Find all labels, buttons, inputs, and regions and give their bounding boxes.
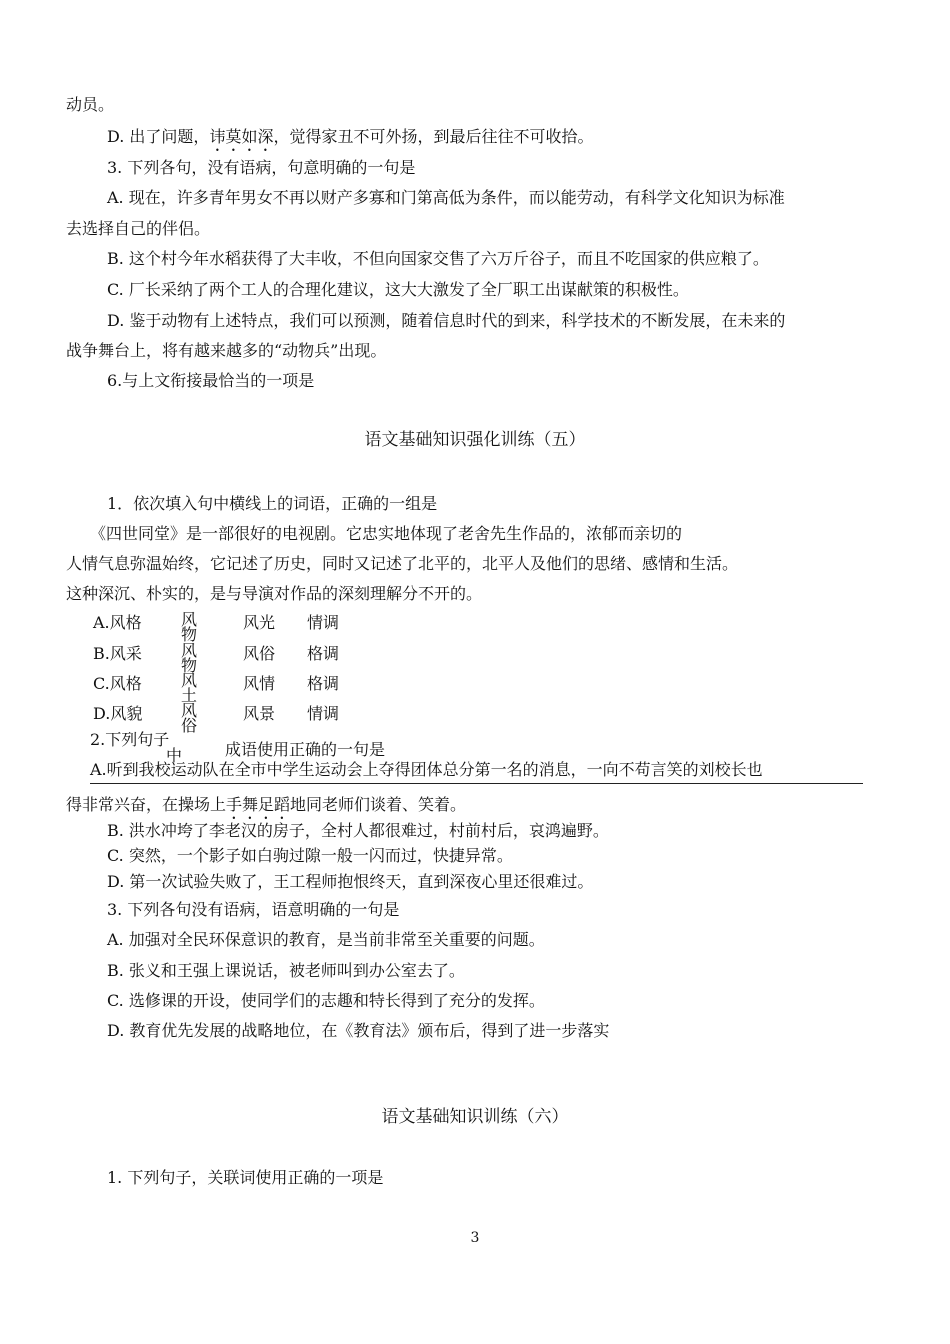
option-word: 格调	[307, 674, 340, 693]
option-word: 风俗	[243, 644, 276, 663]
passage-line: 人情气息弥温始终，它记述了历史，同时又记述了北平的，北平人及他们的思绪、感情和生活。	[66, 554, 739, 573]
emphasized-idiom: 手舞足蹈	[226, 795, 291, 814]
section-title: 语文基础知识训练（六）	[381, 1107, 569, 1127]
question-stem: 3. 下列各句没有语病，语意明确的一句是	[107, 900, 400, 919]
clipped-char: 中	[166, 746, 183, 765]
option-b: B. 张义和王强上课说话，被老师叫到办公室去了。	[107, 961, 465, 980]
option-d-cont: 战争舞台上，将有越来越多的“动物兵”出现。	[66, 341, 387, 360]
option-a-cont: 得非常兴奋，在操场上手舞足蹈地同老师们谈着、笑着。	[66, 795, 467, 814]
option-c: C. 突然，一个影子如白驹过隙一般一闪而过，快捷异常。	[107, 846, 513, 865]
option-c: C. 选修课的开设，使同学们的志趣和特长得到了充分的发挥。	[107, 991, 545, 1010]
text-line: 动员。	[66, 95, 115, 114]
option-word: 情调	[307, 613, 340, 632]
question-stem: 2.下列句子	[90, 730, 170, 749]
option-d: D.风貌	[93, 704, 143, 723]
option-word: 风景	[243, 704, 276, 723]
emphasized-idiom: 讳莫如深	[209, 127, 274, 146]
option-a: A. 现在，许多青年男女不再以财产多寡和门第高低为条件，而以能劳动，有科学文化知识为标准	[107, 188, 785, 207]
page-number: 3	[470, 1230, 480, 1246]
option-a-cont: 去选择自己的伴侣。	[66, 219, 211, 238]
question-stem-cont: 成语使用正确的一句是	[225, 740, 386, 759]
option-word: 情调	[307, 704, 340, 723]
option-b: B.风采	[93, 644, 142, 663]
clipped-option-word: 风 俗	[181, 701, 198, 735]
option-c: C. 厂长采纳了两个工人的合理化建议，这大大激发了全厂职工出谋献策的积极性。	[107, 280, 689, 299]
section-title: 语文基础知识强化训练（五）	[364, 430, 586, 450]
option-d: D. 鉴于动物有上述特点，我们可以预测，随着信息时代的到来，科学技术的不断发展，在未来的	[107, 311, 786, 330]
option-word: 风光	[243, 613, 276, 632]
option-a: A. 加强对全民环保意识的教育，是当前非常至关重要的问题。	[107, 930, 545, 949]
option-b: B. 洪水冲垮了李老汉的房子，全村人都很难过，村前村后，哀鸿遍野。	[107, 821, 609, 840]
option-c: C.风格	[93, 674, 142, 693]
option-b: B. 这个村今年水稻获得了大丰收，不但向国家交售了六万斤谷子，而且不吃国家的供应粮了。	[107, 249, 769, 268]
question-stem: 1．依次填入句中横线上的词语，正确的一组是	[107, 494, 438, 513]
option-word: 格调	[307, 644, 340, 663]
option-a: A.风格	[93, 613, 142, 632]
passage-line: 《四世同堂》是一部很好的电视剧。它忠实地体现了老舍先生作品的，浓郁而亲切的	[90, 524, 683, 543]
clipped-option-word: 风 物	[181, 610, 198, 644]
option-word: 风情	[243, 674, 276, 693]
option-d: D. 教育优先发展的战略地位，在《教育法》颁布后，得到了进一步落实	[107, 1021, 610, 1040]
option-d: D. 出了问题，讳莫如深，觉得家丑不可外扬，到最后往往不可收拾。	[107, 127, 594, 146]
question-stem: 6.与上文衔接最恰当的一项是	[107, 371, 315, 390]
clipped-option-word: 风 土	[181, 671, 198, 705]
passage-line: 这种深沉、朴实的，是与导演对作品的深刻理解分不开的。	[66, 584, 483, 603]
question-stem: 3. 下列各句，没有语病，句意明确的一句是	[107, 158, 416, 177]
divider-line	[90, 783, 863, 784]
clipped-option-word: 风 物	[181, 641, 198, 675]
question-stem: 1. 下列句子，关联词使用正确的一项是	[107, 1168, 384, 1187]
option-d: D. 第一次试验失败了，王工程师抱恨终天，直到深夜心里还很难过。	[107, 872, 594, 891]
option-a: A.听到我校运动队在全市中学生运动会上夺得团体总分第一名的消息，一向不苟言笑的刘校长也	[90, 760, 763, 779]
